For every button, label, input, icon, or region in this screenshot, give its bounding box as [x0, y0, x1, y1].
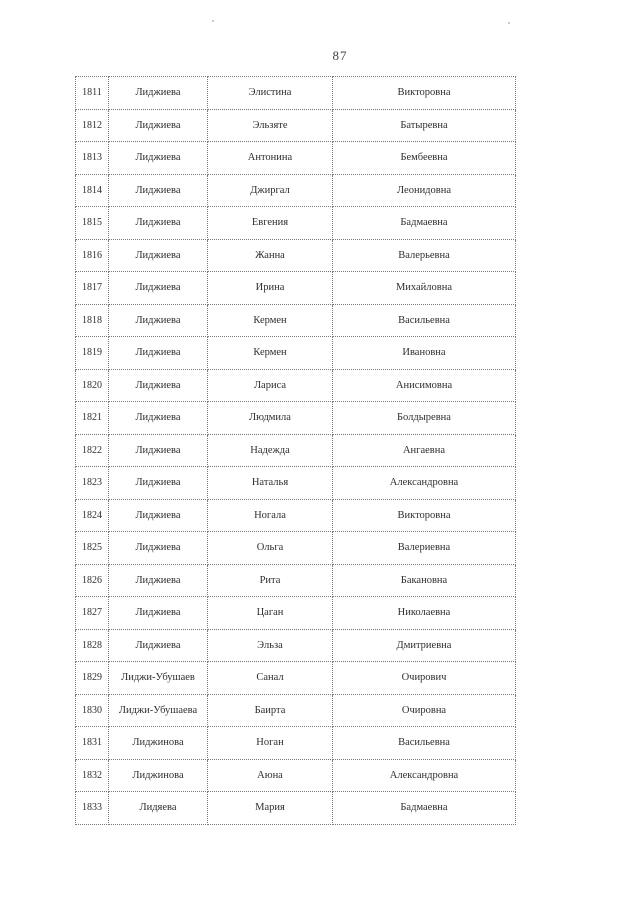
- first-name-cell: Евгения: [208, 207, 333, 240]
- surname-cell: Лиджиева: [109, 564, 208, 597]
- row-number: 1815: [76, 207, 109, 240]
- surname-cell: Лиджиева: [109, 239, 208, 272]
- patronymic-cell: Александровна: [333, 467, 516, 500]
- row-number: 1829: [76, 662, 109, 695]
- first-name-cell: Людмила: [208, 402, 333, 435]
- table-row: [76, 759, 516, 792]
- patronymic-cell: Викторовна: [333, 499, 516, 532]
- table-row: [76, 662, 516, 695]
- scan-speck: [212, 20, 214, 22]
- row-number: 1824: [76, 499, 109, 532]
- row-number: 1819: [76, 337, 109, 370]
- first-name-cell: Рита: [208, 564, 333, 597]
- row-number: 1830: [76, 694, 109, 727]
- patronymic-cell: Батыревна: [333, 109, 516, 142]
- patronymic-cell: Валерьевна: [333, 239, 516, 272]
- first-name-cell: Жанна: [208, 239, 333, 272]
- patronymic-cell: Васильевна: [333, 304, 516, 337]
- table-row: [76, 532, 516, 565]
- surname-cell: Лиджиева: [109, 142, 208, 175]
- first-name-cell: Ольга: [208, 532, 333, 565]
- first-name-cell: Мария: [208, 792, 333, 825]
- patronymic-cell: Александровна: [333, 759, 516, 792]
- table-row: [76, 77, 516, 110]
- row-number: 1827: [76, 597, 109, 630]
- patronymic-cell: Викторовна: [333, 77, 516, 110]
- surname-cell: Лиджиева: [109, 272, 208, 305]
- surname-cell: Лиджиева: [109, 304, 208, 337]
- surname-cell: Лиджиева: [109, 532, 208, 565]
- table-row: [76, 369, 516, 402]
- surname-cell: Лиджиева: [109, 109, 208, 142]
- patronymic-cell: Бадмаевна: [333, 792, 516, 825]
- scan-speck: [508, 22, 510, 24]
- row-number: 1831: [76, 727, 109, 760]
- table-row: [76, 272, 516, 305]
- first-name-cell: Ногала: [208, 499, 333, 532]
- table-row: [76, 499, 516, 532]
- table-row: [76, 142, 516, 175]
- table-row: [76, 564, 516, 597]
- first-name-cell: Цаган: [208, 597, 333, 630]
- row-number: 1820: [76, 369, 109, 402]
- first-name-cell: Антонина: [208, 142, 333, 175]
- first-name-cell: Баирта: [208, 694, 333, 727]
- roster-table-body: [76, 77, 516, 825]
- surname-cell: Лиджиева: [109, 337, 208, 370]
- row-number: 1818: [76, 304, 109, 337]
- first-name-cell: Наталья: [208, 467, 333, 500]
- surname-cell: Лиджиева: [109, 207, 208, 240]
- row-number: 1822: [76, 434, 109, 467]
- row-number: 1826: [76, 564, 109, 597]
- first-name-cell: Аюна: [208, 759, 333, 792]
- patronymic-cell: Бадмаевна: [333, 207, 516, 240]
- first-name-cell: Эльза: [208, 629, 333, 662]
- patronymic-cell: Валериевна: [333, 532, 516, 565]
- patronymic-cell: Ивановна: [333, 337, 516, 370]
- patronymic-cell: Дмитриевна: [333, 629, 516, 662]
- row-number: 1823: [76, 467, 109, 500]
- surname-cell: Лиджиева: [109, 434, 208, 467]
- table-row: [76, 304, 516, 337]
- surname-cell: Лиджинова: [109, 727, 208, 760]
- table-row: [76, 694, 516, 727]
- surname-cell: Лидяева: [109, 792, 208, 825]
- first-name-cell: Санал: [208, 662, 333, 695]
- row-number: 1821: [76, 402, 109, 435]
- row-number: 1812: [76, 109, 109, 142]
- table-row: [76, 402, 516, 435]
- table-row: [76, 727, 516, 760]
- patronymic-cell: Васильевна: [333, 727, 516, 760]
- first-name-cell: Кермен: [208, 304, 333, 337]
- first-name-cell: Надежда: [208, 434, 333, 467]
- table-row: [76, 239, 516, 272]
- surname-cell: Лиджиева: [109, 467, 208, 500]
- patronymic-cell: Очировна: [333, 694, 516, 727]
- patronymic-cell: Бембеевна: [333, 142, 516, 175]
- surname-cell: Лиджиева: [109, 77, 208, 110]
- surname-cell: Лиджиева: [109, 402, 208, 435]
- patronymic-cell: Анисимовна: [333, 369, 516, 402]
- table-row: [76, 597, 516, 630]
- roster-table: [75, 76, 516, 825]
- first-name-cell: Лариса: [208, 369, 333, 402]
- table-row: [76, 174, 516, 207]
- surname-cell: Лиджи-Убушаев: [109, 662, 208, 695]
- row-number: 1833: [76, 792, 109, 825]
- surname-cell: Лиджиева: [109, 174, 208, 207]
- patronymic-cell: Болдыревна: [333, 402, 516, 435]
- row-number: 1828: [76, 629, 109, 662]
- row-number: 1825: [76, 532, 109, 565]
- surname-cell: Лиджинова: [109, 759, 208, 792]
- surname-cell: Лиджиева: [109, 629, 208, 662]
- row-number: 1817: [76, 272, 109, 305]
- first-name-cell: Эльзяте: [208, 109, 333, 142]
- row-number: 1814: [76, 174, 109, 207]
- patronymic-cell: Леонидовна: [333, 174, 516, 207]
- table-row: [76, 337, 516, 370]
- first-name-cell: Ирина: [208, 272, 333, 305]
- first-name-cell: Кермен: [208, 337, 333, 370]
- surname-cell: Лиджиева: [109, 597, 208, 630]
- patronymic-cell: Ангаевна: [333, 434, 516, 467]
- first-name-cell: Джиргал: [208, 174, 333, 207]
- row-number: 1813: [76, 142, 109, 175]
- table-row: [76, 467, 516, 500]
- patronymic-cell: Очирович: [333, 662, 516, 695]
- first-name-cell: Элистина: [208, 77, 333, 110]
- surname-cell: Лиджиева: [109, 499, 208, 532]
- table-row: [76, 434, 516, 467]
- row-number: 1816: [76, 239, 109, 272]
- table-row: [76, 629, 516, 662]
- row-number: 1832: [76, 759, 109, 792]
- patronymic-cell: Николаевна: [333, 597, 516, 630]
- surname-cell: Лиджиева: [109, 369, 208, 402]
- row-number: 1811: [76, 77, 109, 110]
- page-number: 87: [332, 48, 348, 63]
- patronymic-cell: Бакановна: [333, 564, 516, 597]
- table-row: [76, 792, 516, 825]
- table-row: [76, 109, 516, 142]
- surname-cell: Лиджи-Убушаева: [109, 694, 208, 727]
- first-name-cell: Ноган: [208, 727, 333, 760]
- patronymic-cell: Михайловна: [333, 272, 516, 305]
- table-row: [76, 207, 516, 240]
